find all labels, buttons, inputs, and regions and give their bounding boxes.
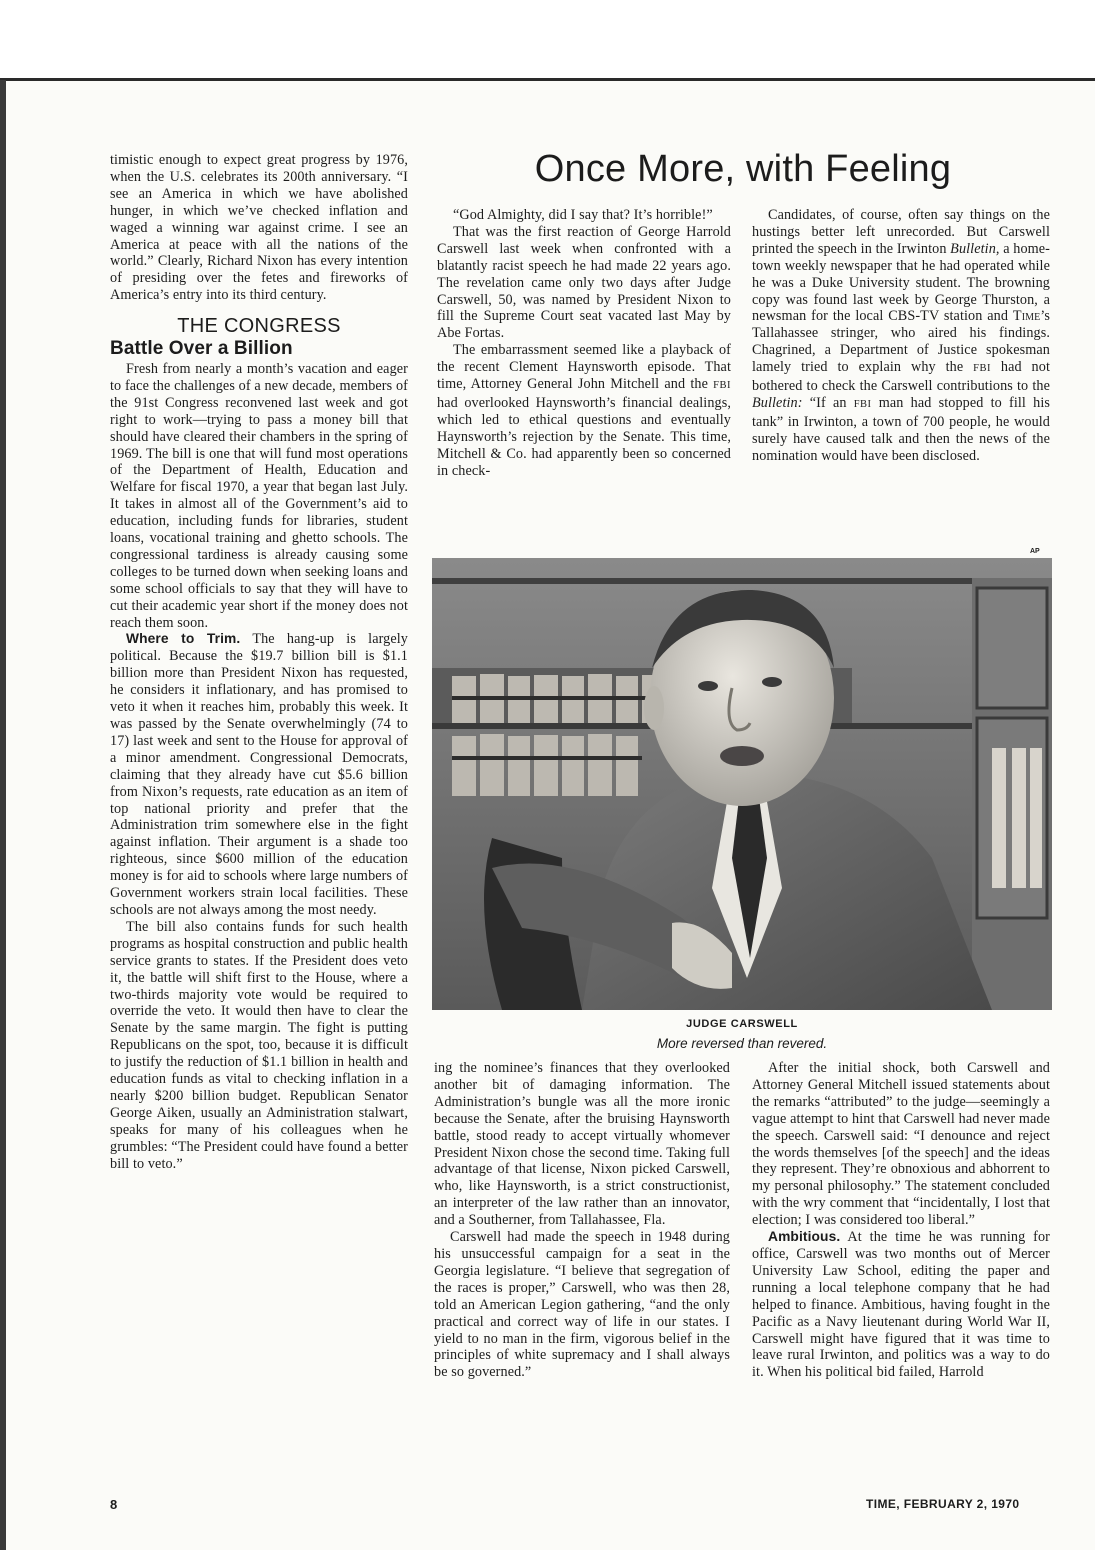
page-left-edge	[0, 80, 6, 1550]
paragraph-text: At the time he was running for office, Carswell was two months out of Mercer University Law School, editing the paper and running a local telephone company that he had helped to finance. Ambitious, having fought in the Pacific as a Navy lieutenant during World War II, Carswell might have figured that it was time to leave rural Irwinton, and politics was a way to do it. When his political bid failed, Harrold	[752, 1229, 1050, 1381]
run-in-heading: Ambitious.	[768, 1229, 841, 1245]
story-heading: Battle Over a Billion	[110, 338, 293, 360]
text-run: had not bothered to check the Carswell contributions to the	[752, 359, 1050, 395]
carswell-paragraph-4	[752, 207, 1050, 465]
text-run: had overlooked Haynsworth’s financial dealings, which led to ethical questions and eventually Haynsworth’s rejection by the Senate. This time, Mitchell & Co. had apparently been so concerned in check-	[437, 394, 731, 479]
text-run: “If an	[802, 394, 854, 411]
intro-paragraph: timistic enough to expect great progress by 1976, when the U.S. celebrates its 200th anniversary. “I see an America in which we have abolished hunger, in which we’ve checked inflation and waged a winning war against crime. I see an America at peace with all the nations of the world.” Clearly, Richard Nixon has every intention of presiding over the fetes and fireworks of America’s entry into its third century.	[110, 152, 408, 304]
right-column-top	[752, 207, 1050, 465]
congress-paragraph-3: The bill also contains funds for such health programs as hospital construction and public health service grants to states. If the President does veto it, the battle will shift first to the House, where a two-thirds majority vote would be required to override the veto. It would then have to clear the Senate by the same margin. The fight is putting Republicans on the spot, too, because it is difficult to justify the reduction of $1.1 billion in health and education funds as vital to checking inflation in a nearly $200 billion budget. Republican Senator George Aiken, usually an Administration stalwart, speaks for many of his colleagues when he grumbles: “The President could have found a better bill to veto.”	[110, 918, 408, 1172]
fbi-abbrev: FBI	[853, 398, 872, 410]
photo-illustration	[432, 558, 1052, 1010]
text-run: a home-town weekly newspaper that he had operated while he was a Duke University student. The browning copy was found last week by George Thurston, a newsman for the local CBS-TV station and	[752, 240, 1050, 325]
run-in-heading: Where to Trim.	[126, 631, 241, 647]
page-number: 8	[110, 1497, 118, 1512]
fbi-abbrev: FBI	[973, 363, 991, 375]
photo-caption-name: JUDGE CARSWELL	[686, 1018, 798, 1030]
issue-dateline: TIME, FEBRUARY 2, 1970	[866, 1497, 1020, 1511]
bulletin-title: Bulletin,	[950, 240, 1000, 257]
middle-column-bottom	[434, 1060, 730, 1381]
carswell-paragraph-2: That was the first reaction of George Harrold Carswell last week when confronted with a blatantly racist speech he had made 22 years ago. The revelation came only two days after Judge Carswell, 50, was named by President Nixon to fill the Supreme Court seat vacated last May by Abe Fortas.	[437, 223, 731, 342]
text-run: Candidates, of course, often say things on the hustings better left unrecorded. But Carswell printed the speech in the Irwinton	[752, 207, 1050, 257]
text-run: ’s Tallahassee stringer, who aired his findings. Chagrined, a Department of Justice spokesman lamely tried to explain why the	[752, 308, 1050, 376]
photo-caption: More reversed than revered.	[656, 1036, 828, 1051]
carswell-paragraph-5: ing the nominee’s finances that they overlooked another bit of damaging information. The Administration’s bungle was all the more ironic because the Senate, after the bruising Haynsworth battle, stood ready to accept virtually whomever President Nixon chose the second time. Taking full advantage of that license, Nixon picked Carswell, who, like Haynsworth, is a strict constructionist, an interpreter of the law rather than an innovator, and a Southerner, from Tallahassee, Fla.	[434, 1060, 730, 1229]
carswell-photo	[432, 558, 1052, 1010]
carswell-paragraph-7: After the initial shock, both Carswell and Attorney General Mitchell issued statements about the remarks “attributed” to the judge—seemingly a vague attempt to hint that Carswell had never made the speech. Carswell said: “I denounce and reject the words themselves [of the speech] and the ideas they represent. They’re obnoxious and abhorrent to my personal philosophy.” The statement concluded with the wry comment that “incidentally, I lost that election; I was considered too liberal.”	[752, 1060, 1050, 1229]
fbi-abbrev: FBI	[713, 380, 731, 392]
carswell-paragraph-6: Carswell had made the speech in 1948 during his unsuccessful campaign for a seat in the Georgia legislature. “I believe that segregation of the races is proper,” Carswell, who was then 28, told an American Legion gathering, “and the only practical and correct way of life in our states. I yield to no man in the firm, vigorous belief in the principles of white supremacy and I shall always be so governed.”	[434, 1229, 730, 1381]
carswell-paragraph-3	[437, 342, 731, 479]
right-column-bottom	[752, 1060, 1050, 1381]
congress-paragraph-2	[110, 631, 408, 918]
left-column	[110, 152, 408, 1172]
section-heading: THE CONGRESS	[177, 315, 341, 338]
carswell-paragraph-8	[752, 1229, 1050, 1381]
photo-credit: AP	[1030, 548, 1040, 555]
time-magazine-name: Time	[1012, 308, 1041, 325]
text-run: man had stopped to fill his tank” in Irwinton, a town of 700 people, he would surely have caused talk and then the news of the nomination would have been disclosed.	[752, 394, 1050, 464]
middle-column-top	[437, 207, 731, 480]
page-top-margin	[0, 0, 1095, 81]
bulletin-title: Bulletin:	[752, 394, 803, 411]
story-headline: Once More, with Feeling	[534, 148, 952, 190]
carswell-paragraph-1: “God Almighty, did I say that? It’s horrible!”	[453, 207, 713, 223]
paragraph-text: The hang-up is largely political. Because the $19.7 billion bill is $1.1 billion more than President Nixon has requested, he considers it inflationary, and has promised to veto it when it reaches him, probably this week. It was passed by the Senate overwhelmingly (74 to 17) last week and sent to the House for approval of a minor amendment. Congressional Democrats, claiming that they already have cut $5.6 billion from Nixon’s requests, rate education as an item of top national priority and prefer that the Administration trim somewhere else in the fight against inflation. Their argument is a shade too righteous, since $600 million of the education money is for aid to schools where large numbers of Government workers strain local facilities. These schools are not always among the most needy.	[110, 631, 408, 918]
text-run: The embarrassment seemed like a playback of the recent Clement Haynsworth episode. That time, Attorney General John Mitchell and the	[437, 342, 731, 393]
congress-paragraph-1: Fresh from nearly a month’s vacation and eager to face the challenges of a new decade, members of the 91st Congress reconvened last week and got right to work—trying to pass a money bill that should have cleared their chambers in the spring of 1969. The bill is one that will fund most operations of the Department of Health, Education and Welfare for fiscal 1970, a year that began last July. It takes in almost all of the Government’s aid to education, including funds for libraries, student loans, vocational training and ghetto schools. The congressional tardiness is already causing some colleges to be turned down when seeking loans and some school officials to say that they will have to cut their academic year short if the money does not reach them soon.	[110, 360, 408, 631]
